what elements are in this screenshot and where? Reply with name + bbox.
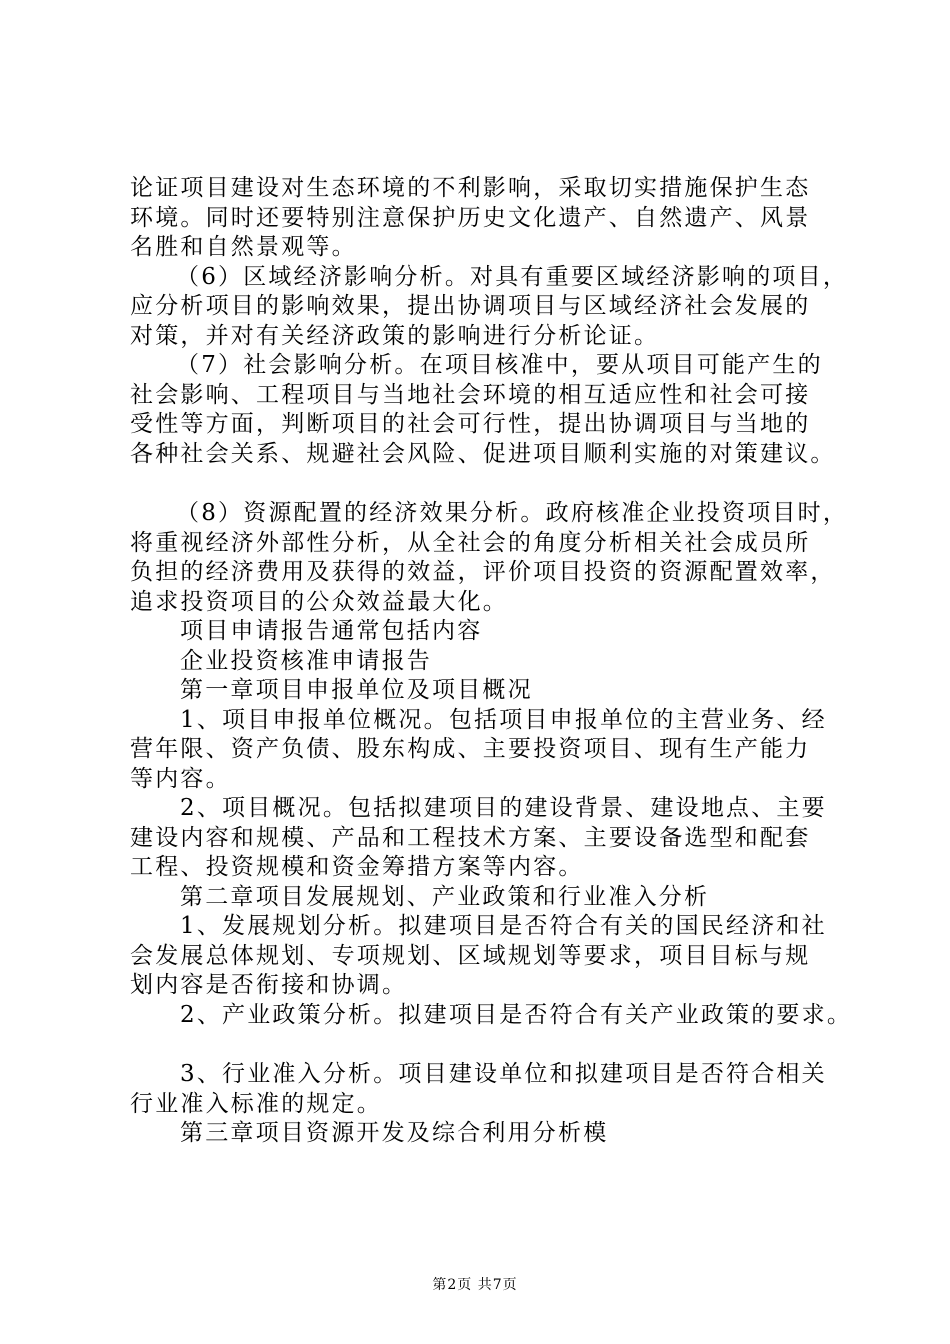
- text-line: 对策，并对有关经济政策的影响进行分析论证。: [130, 322, 660, 349]
- text-line: （8）资源配置的经济效果分析。政府核准企业投资项目时，: [176, 500, 849, 526]
- text-line: 受性等方面，判断项目的社会可行性，提出协调项目与当地的: [130, 411, 811, 437]
- text-line: 追求投资项目的公众效益最大化。: [130, 588, 508, 615]
- text-line: 工程、投资规模和资金筹措方案等内容。: [130, 854, 584, 880]
- paragraph-development-planning: [130, 912, 842, 1001]
- text-line: 社会影响、工程项目与当地社会环境的相互适应性和社会可接: [130, 381, 811, 408]
- heading-chapter-3: 第三章项目资源开发及综合利用分析模: [180, 1120, 609, 1146]
- text-line: （7）社会影响分析。在项目核准中，要从项目可能产生的: [176, 352, 823, 378]
- text-line: 划内容是否衔接和协调。: [130, 972, 408, 998]
- text-line: 应分析项目的影响效果，提出协调项目与区域经济社会发展的: [130, 293, 811, 319]
- text-line: 行业准入标准的规定。: [130, 1090, 382, 1117]
- heading-chapter-2: 第二章项目发展规划、产业政策和行业准入分析: [180, 883, 710, 910]
- text-line: 2、项目概况。包括拟建项目的建设背景、建设地点、主要: [180, 795, 827, 821]
- text-line: 负担的经济费用及获得的效益，评价项目投资的资源配置效率，: [130, 559, 836, 585]
- text-line: 1、发展规划分析。拟建项目是否符合有关的国民经济和社: [180, 913, 827, 939]
- paragraph-gap: [130, 469, 842, 499]
- text-line: 等内容。: [130, 765, 231, 792]
- paragraph-gap: [130, 1030, 842, 1060]
- text-line: 会发展总体规划、专项规划、区域规划等要求，项目目标与规: [130, 942, 811, 969]
- text-line: 1、项目申报单位概况。包括项目申报单位的主营业务、经: [180, 706, 827, 733]
- paragraph-applicant-overview: [130, 706, 842, 795]
- paragraph-industrial-policy: 2、产业政策分析。拟建项目是否符合有关产业政策的要求。: [180, 1001, 853, 1028]
- text-line: （6）区域经济影响分析。对具有重要区域经济影响的项目，: [176, 263, 849, 290]
- paragraph-social-impact: [130, 351, 842, 469]
- paragraph-regional-economic-impact: [130, 263, 849, 352]
- text-line: 3、行业准入分析。项目建设单位和拟建项目是否符合相关: [180, 1061, 827, 1087]
- heading-approval-application-report: 企业投资核准申请报告: [180, 647, 432, 674]
- heading-chapter-1: 第一章项目申报单位及项目概况: [180, 677, 533, 703]
- paragraph-industry-access: [130, 1060, 842, 1119]
- text-line: 营年限、资产负债、股东构成、主要投资项目、现有生产能力: [130, 736, 811, 762]
- heading-application-report-contents: 项目申请报告通常包括内容: [180, 618, 483, 644]
- text-line: 将重视经济外部性分析，从全社会的角度分析相关社会成员所: [130, 529, 811, 556]
- text-line: 环境。同时还要特别注意保护历史文化遗产、自然遗产、风景: [130, 204, 811, 231]
- text-line: 论证项目建设对生态环境的不利影响，采取切实措施保护生态: [130, 175, 811, 201]
- text-line: 建设内容和规模、产品和工程技术方案、主要设备选型和配套: [130, 824, 811, 851]
- paragraph-project-overview: [130, 794, 842, 883]
- paragraph-resource-allocation: [130, 499, 849, 617]
- text-line: 各种社会关系、规避社会风险、促进项目顺利实施的对策建议。: [130, 440, 836, 467]
- page-number-footer: 第2页 共7页: [432, 1277, 518, 1293]
- document-body: [130, 174, 853, 1149]
- paragraph-ecology-continued: [130, 174, 842, 263]
- text-line: 名胜和自然景观等。: [130, 234, 357, 260]
